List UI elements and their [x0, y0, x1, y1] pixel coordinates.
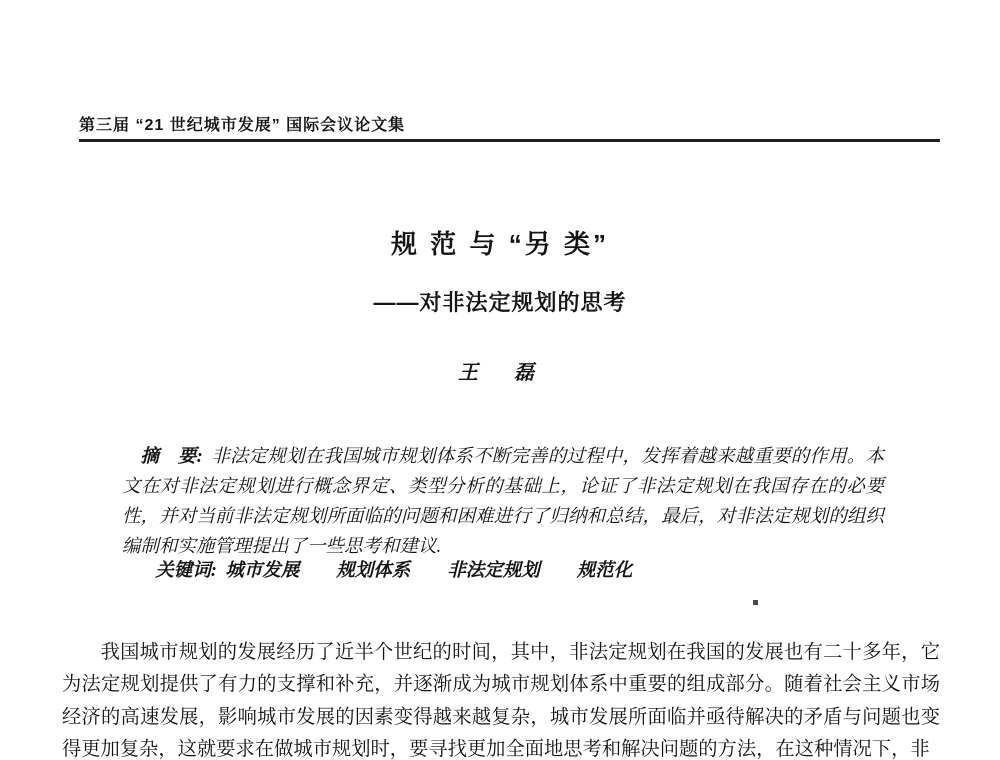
proceedings-header-text: 第三届 “21 世纪城市发展” 国际会议论文集: [79, 117, 406, 134]
abstract-paragraph: [122, 442, 884, 562]
scan-speck: [753, 600, 758, 605]
paper-subtitle: ——对非法定规划的思考: [373, 290, 627, 315]
author-name: 王 磊: [458, 362, 542, 384]
keywords-label: 关键词:: [155, 561, 217, 581]
page-header: [79, 112, 940, 142]
abstract-text: 非法定规划在我国城市规划体系不断完善的过程中，发挥着越来越重要的作用。本文在对非法定规划进行概念界定、类型分析的基础上，论证了非法定规划在我国存在的必要性，并对当前非法定规划所面临的问题和困难进行了归纳和总结，最后，对非法定规划的组织编制和实施管理提出了一些思考和建议.: [122, 447, 884, 557]
paper-title: 规 范 与 “另 类”: [391, 229, 609, 259]
body-paragraph: 我国城市规划的发展经历了近半个世纪的时间，其中，非法定规划在我国的发展也有二十多年，它为法定规划提供了有力的支撑和补充，并逐渐成为城市规划体系中重要的组成部分。随着社会主义市场经济的高速发展，影响城市发展的因素变得越来越复杂，城市发展所面临并亟待解决的矛盾与问题也变得更加复杂，这就要求在做城市规划时，要寻找更加全面地思考和解决问题的方法，在这种情况下，非: [62, 642, 940, 760]
keywords-list: 城市发展 规划体系 非法定规划 规范化: [225, 561, 633, 581]
abstract-label: 摘 要:: [140, 447, 203, 467]
keywords-line: [122, 556, 884, 586]
